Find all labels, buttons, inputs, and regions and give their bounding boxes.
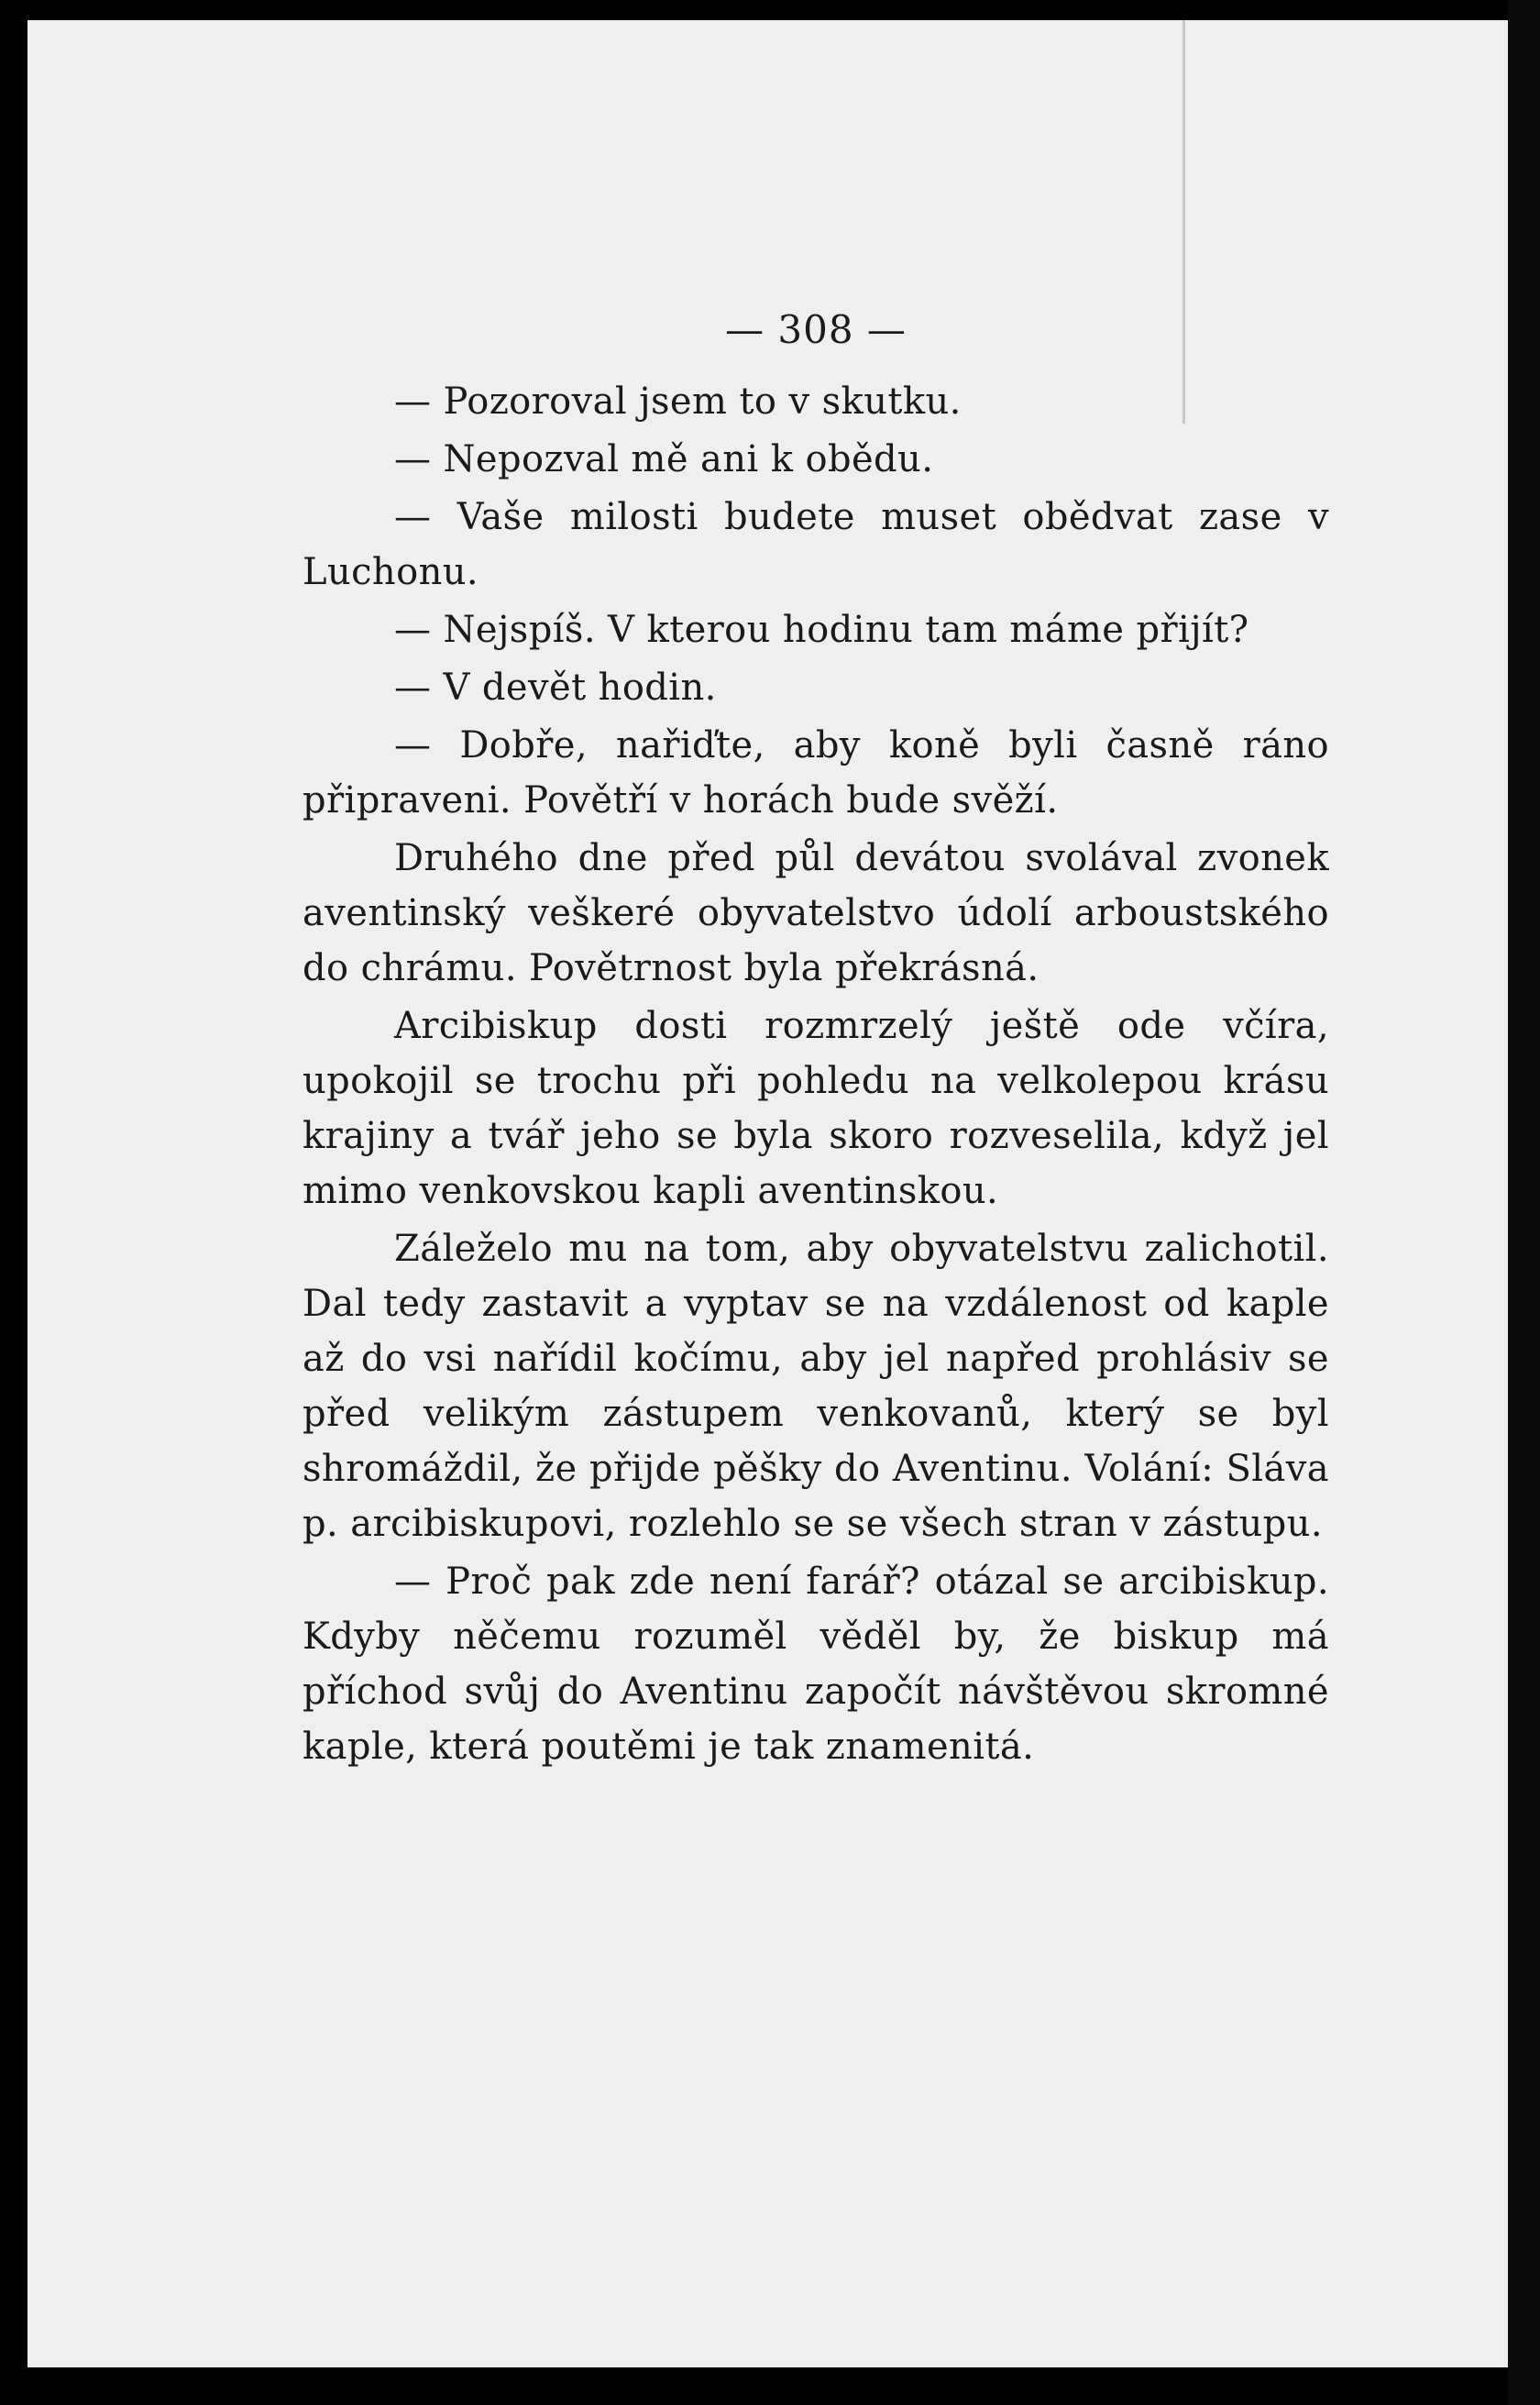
- page-text-block: [302, 303, 1329, 1774]
- paragraph: Arcibiskup dosti rozmrzelý ještě ode včíra, upokojil se trochu při pohledu na velkolepou krásu krajiny a tvář jeho se byla skoro rozveselila, když jel mimo venkovskou kapli aventinskou.: [302, 1005, 1329, 1212]
- paragraph: — Dobře, nařiďte, aby koně byli časně ráno připraveni. Povětří v horách bude svěží.: [302, 724, 1329, 822]
- paragraph: Záleželo mu na tom, aby obyvatelstvu zalichotil. Dal tedy zastavit a vyptav se na vzdálenost od kaple až do vsi nařídil kočímu, aby jel napřed prohlásiv se před velikým zástupem venkovanů, který se byl shromáždil, že přijde pěšky do Aventinu. Volání: Sláva p. arcibiskupovi, rozlehlo se se všech stran v zástupu.: [302, 1228, 1329, 1545]
- scan-border: [1508, 0, 1540, 2405]
- paragraph: — V devět hodin.: [394, 667, 717, 709]
- paragraph: — Pozoroval jsem to v skutku.: [394, 381, 962, 423]
- paragraph: — Vaše milosti budete muset obědvat zase v Luchonu.: [302, 496, 1329, 593]
- paragraph: — Nejspíš. V kterou hodinu tam máme přijít?: [394, 609, 1249, 651]
- paragraph: — Proč pak zde není farář? otázal se arcibiskup. Kdyby něčemu rozuměl věděl by, že biskup má příchod svůj do Aventinu započít návštěvou skromné kaple, která poutěmi je tak znamenitá.: [302, 1561, 1329, 1768]
- paragraph: Druhého dne před půl devátou svolával zvonek aventinský veškeré obyvatelstvo údolí arboustského do chrámu. Povětrnost byla překrásná.: [302, 837, 1329, 989]
- page-number: — 308 —: [725, 307, 907, 352]
- paragraph: — Nepozval mě ani k obědu.: [394, 438, 934, 480]
